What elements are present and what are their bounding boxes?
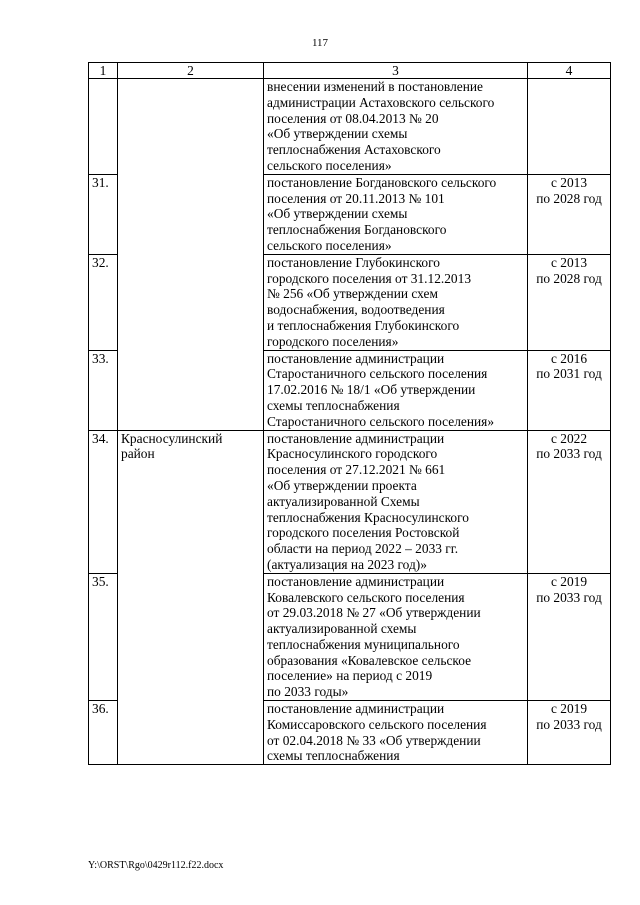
validity-period: с 2016 по 2031 год: [528, 350, 611, 430]
validity-period: с 2022 по 2033 год: [528, 430, 611, 573]
page-number: 117: [311, 37, 329, 49]
table-header-row: [89, 63, 611, 79]
validity-period: [528, 79, 611, 175]
column-header-4: 4: [528, 63, 611, 79]
document-table: [88, 62, 611, 765]
row-number: 36.: [89, 701, 118, 765]
district-cell: Красносулинский район: [118, 430, 264, 765]
document-text: постановление администрации Старостаничного сельского поселения 17.02.2016 № 18/1 «Об утверждении схемы теплоснабжения Старостаничного сельского поселения»: [264, 350, 528, 430]
validity-period: с 2013 по 2028 год: [528, 254, 611, 350]
table-row: [89, 79, 611, 175]
table-row: [89, 430, 611, 573]
document-text: постановление Глубокинского городского поселения от 31.12.2013 № 256 «Об утверждении схем водоснабжения, водоотведения и теплоснабжения Глубокинского городского поселения»: [264, 254, 528, 350]
column-header-2: 2: [118, 63, 264, 79]
row-number: 35.: [89, 573, 118, 700]
row-number: 31.: [89, 174, 118, 254]
document-text: постановление администрации Ковалевского сельского поселения от 29.03.2018 № 27 «Об утверждении актуализированной схемы теплоснабжения муниципального образования «Ковалевское сельское поселение» на период с 2019 по 2033 годы»: [264, 573, 528, 700]
validity-period: с 2013 по 2028 год: [528, 174, 611, 254]
document-text: постановление Богдановского сельского поселения от 20.11.2013 № 101 «Об утверждении схемы теплоснабжения Богдановского сельского поселения»: [264, 174, 528, 254]
district-cell: [118, 79, 264, 431]
document-text: постановление администрации Красносулинского городского поселения от 27.12.2021 № 661 «Об утверждении проекта актуализированной Схемы теплоснабжения Красносулинского городского поселения Ростовской области на период 2022 – 2033 гг. (актуализация на 2023 год)»: [264, 430, 528, 573]
document-text: внесении изменений в постановление администрации Астаховского сельского поселения от 08.04.2013 № 20 «Об утверждении схемы теплоснабжения Астаховского сельского поселения»: [264, 79, 528, 175]
row-number: [89, 79, 118, 175]
row-number: 33.: [89, 350, 118, 430]
row-number: 32.: [89, 254, 118, 350]
document-text: постановление администрации Комиссаровского сельского поселения от 02.04.2018 № 33 «Об утверждении схемы теплоснабжения: [264, 701, 528, 765]
validity-period: с 2019 по 2033 год: [528, 701, 611, 765]
validity-period: с 2019 по 2033 год: [528, 573, 611, 700]
column-header-3: 3: [264, 63, 528, 79]
file-path-footer: Y:\ORST\Rgo\0429r112.f22.docx: [88, 860, 224, 871]
column-header-1: 1: [89, 63, 118, 79]
row-number: 34.: [89, 430, 118, 573]
